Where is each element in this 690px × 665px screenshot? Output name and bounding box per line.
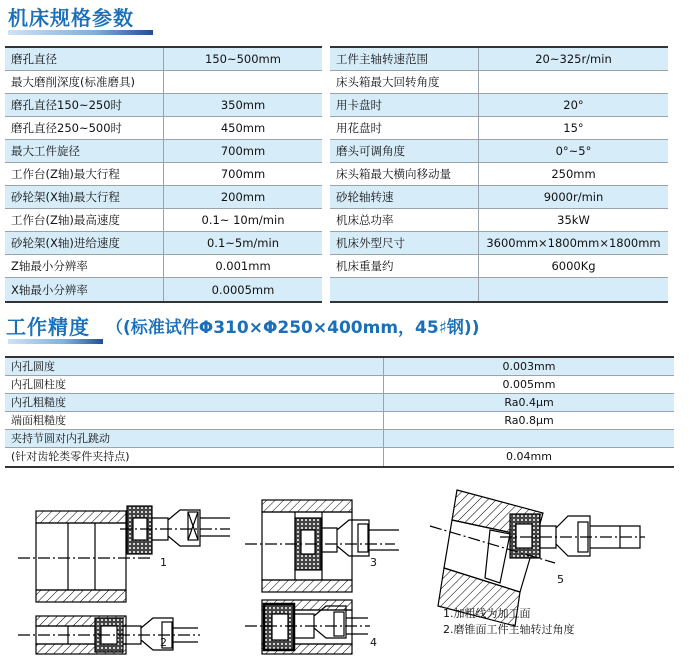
param-value	[478, 71, 668, 93]
param-label: 工件主轴转速范围	[336, 52, 428, 66]
table-row	[5, 412, 674, 430]
specs-table-right	[330, 46, 668, 303]
table-row	[5, 448, 674, 466]
param-label: 最大工件旋径	[11, 144, 80, 158]
param-value: 6000Kg	[478, 255, 668, 277]
param-value: 0.1~ 10m/min	[163, 209, 322, 231]
diagram-note-2: 2.磨锥面工件主轴转过角度	[443, 623, 575, 636]
table-row	[5, 278, 322, 301]
table-row	[330, 255, 668, 278]
param-label: 机床外型尺寸	[336, 236, 405, 250]
table-row	[5, 430, 674, 448]
param-value: 250mm	[478, 163, 668, 185]
accuracy-title: 工作精度	[6, 315, 90, 339]
param-value: 0°~5°	[478, 140, 668, 162]
param-value: 0.04mm	[383, 448, 674, 466]
diagram-4	[245, 600, 370, 654]
param-value: 20°	[478, 94, 668, 116]
param-label: (针对齿轮类零件夹持点)	[11, 450, 130, 463]
param-value: 450mm	[163, 117, 322, 139]
table-row	[5, 186, 322, 209]
diagram-note-1: 1.加粗线为加工面	[443, 607, 531, 620]
param-value	[383, 430, 674, 447]
table-row	[5, 255, 322, 278]
param-value: 150~500mm	[163, 48, 322, 70]
param-label: 磨头可调角度	[336, 144, 405, 158]
table-row	[330, 117, 668, 140]
param-value: 20~325r/min	[478, 48, 668, 70]
param-value: 200mm	[163, 186, 322, 208]
param-label: 砂轮轴转速	[336, 190, 394, 204]
param-value: 350mm	[163, 94, 322, 116]
param-value	[478, 278, 668, 301]
table-row	[5, 117, 322, 140]
accuracy-table	[5, 356, 674, 468]
param-value: 0.003mm	[383, 358, 674, 375]
param-value: 0.005mm	[383, 376, 674, 393]
param-label: 砂轮架(X轴)进给速度	[11, 236, 120, 250]
param-label: 床头箱最大回转角度	[336, 75, 440, 89]
param-value: 9000r/min	[478, 186, 668, 208]
param-label: 机床总功率	[336, 213, 394, 227]
diagram-1	[18, 506, 230, 602]
param-label: 机床重量约	[336, 259, 394, 273]
param-label: 内孔圆柱度	[11, 377, 66, 391]
param-value: 700mm	[163, 163, 322, 185]
param-label: 床头箱最大横向移动量	[336, 167, 451, 181]
diagram-3	[245, 500, 399, 592]
param-label: 内孔粗糙度	[11, 395, 66, 409]
param-value: 0.1~5m/min	[163, 232, 322, 254]
diagram-label-1: 1	[160, 556, 167, 569]
param-label: 夹持节圆对内孔跳动	[11, 431, 110, 445]
title-underline	[8, 339, 103, 344]
table-row	[5, 232, 322, 255]
diagram-label-5: 5	[557, 573, 564, 586]
param-label: 最大磨削深度(标准磨具)	[11, 75, 135, 89]
param-label: 工作台(Z轴)最高速度	[11, 213, 120, 227]
param-value	[163, 71, 322, 93]
param-label: 用卡盘时	[336, 98, 382, 112]
param-label: 工作台(Z轴)最大行程	[11, 167, 120, 181]
param-label: 磨孔直径250~500时	[11, 121, 123, 135]
param-label: 磨孔直径	[11, 52, 57, 66]
table-row	[330, 209, 668, 232]
param-value: Ra0.8μm	[383, 412, 674, 429]
param-value: 0.0005mm	[163, 278, 322, 301]
specs-table-left	[5, 46, 322, 303]
param-value: 700mm	[163, 140, 322, 162]
param-value: 0.001mm	[163, 255, 322, 277]
param-value: 3600mm×1800mm×1800mm	[478, 232, 668, 254]
table-row	[330, 140, 668, 163]
param-value: 15°	[478, 117, 668, 139]
table-row	[330, 48, 668, 71]
table-row	[5, 358, 674, 376]
param-value: Ra0.4μm	[383, 394, 674, 411]
diagram-label-4: 4	[370, 636, 377, 649]
table-row	[330, 232, 668, 255]
diagram-5	[430, 490, 645, 626]
param-label: 磨孔直径150~250时	[11, 98, 123, 112]
table-row	[330, 278, 668, 301]
table-row	[5, 376, 674, 394]
title-underline	[8, 30, 153, 35]
param-label	[330, 278, 478, 301]
accuracy-subtitle: （(标准试件Φ310×Φ250×400mm，45♯钢))	[106, 318, 480, 338]
param-label: 砂轮架(X轴)最大行程	[11, 190, 120, 204]
table-row	[330, 71, 668, 94]
diagram-label-3: 3	[370, 556, 377, 569]
param-label: 内孔圆度	[11, 359, 55, 373]
param-label: 端面粗糙度	[11, 413, 66, 427]
diagram-2	[18, 616, 200, 654]
table-row	[330, 163, 668, 186]
param-label: Z轴最小分辨率	[11, 259, 88, 273]
param-label: X轴最小分辨率	[11, 282, 88, 297]
grinding-diagrams	[0, 478, 690, 658]
table-row	[5, 163, 322, 186]
table-row	[5, 394, 674, 412]
param-value: 35kW	[478, 209, 668, 231]
table-row	[330, 186, 668, 209]
table-row	[5, 140, 322, 163]
table-row	[330, 94, 668, 117]
table-row	[5, 71, 322, 94]
table-row	[5, 48, 322, 71]
table-row	[5, 209, 322, 232]
diagram-label-2: 2	[160, 636, 167, 649]
table-row	[5, 94, 322, 117]
specs-title: 机床规格参数	[8, 6, 134, 30]
param-label: 用花盘时	[336, 121, 382, 135]
